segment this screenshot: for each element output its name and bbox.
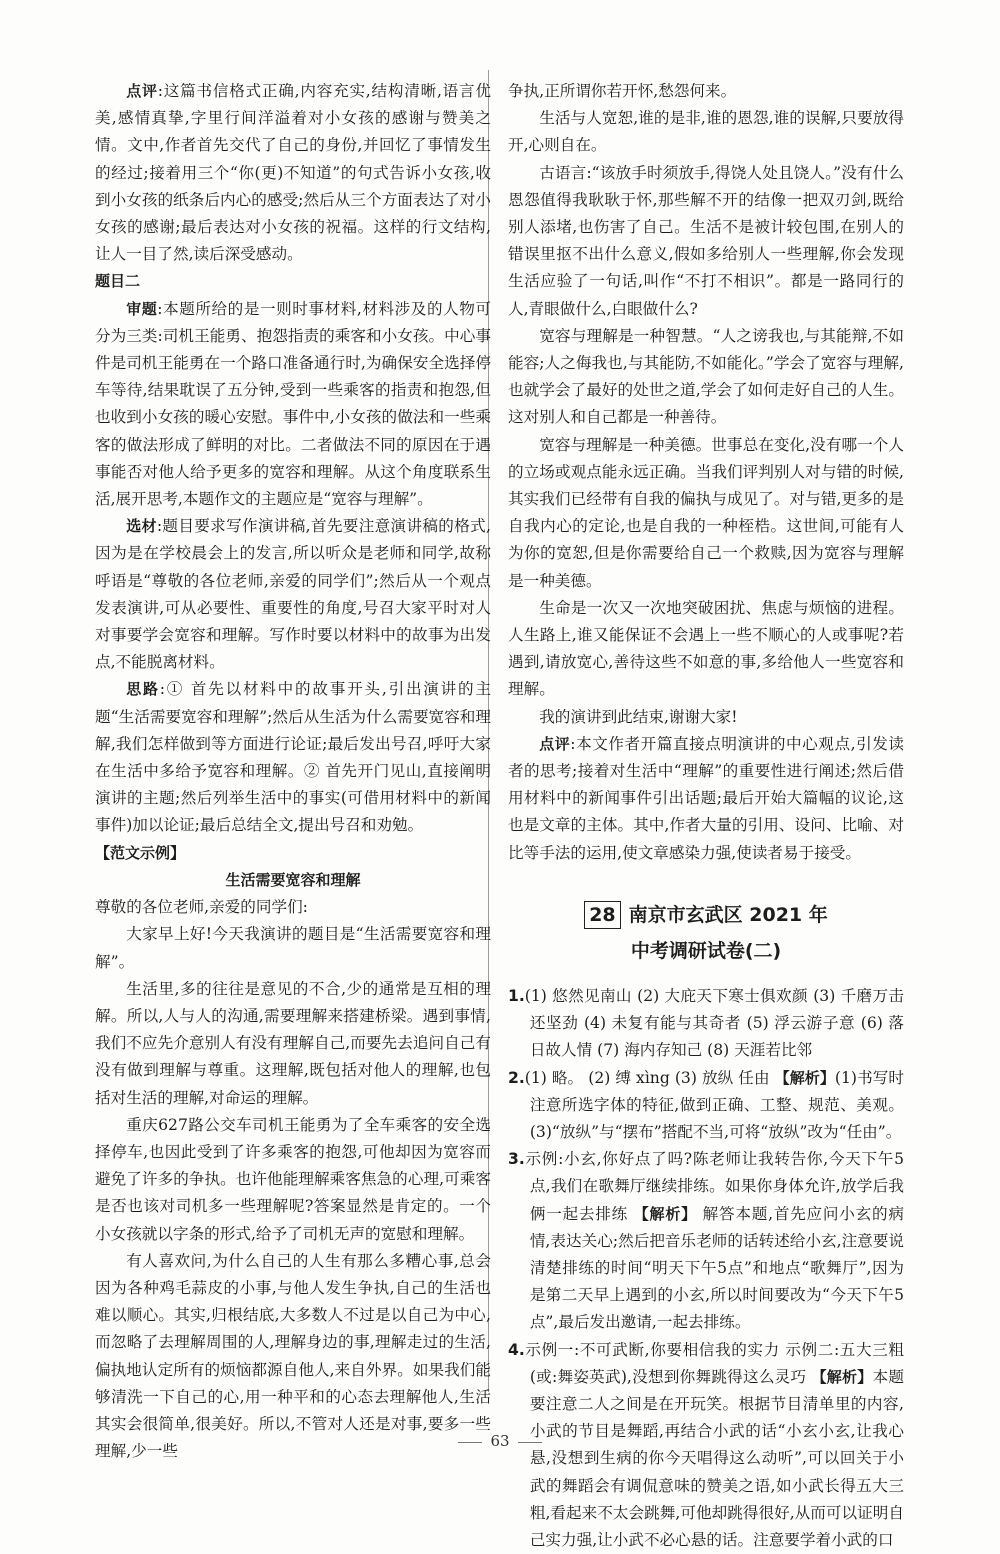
essay-title: 生活需要宽容和理解 [225, 870, 361, 889]
essay-paragraph: 大家早上好!今天我演讲的题目是“生活需要宽容和理解”。 [95, 925, 491, 971]
essay-comment: 点评:本文作者开篇直接点明演讲的中心观点,引发读者的思考;接着对生活中“理解”的重要性进行阐述;然后借用材料中的新闻事件引出话题;最后开始大篇幅的议论,这也是文章的主体。其中,作者大量的引用、设问、比喻、对比等手法的运用,使文章感染力强,使读者易于接受。 [508, 734, 904, 862]
xuancai-paragraph: 选材:题目要求写作演讲稿,首先要注意演讲稿的格式,因为是在学校晨会上的发言,所以听众是老师和同学,故称呼语是“尊敬的各位老师,亲爱的同学们”;然后从一个观点发表演讲,可从必要性、重要性的角度,号召大家平时对人对事要学会宽容和理解。写作时要以材料中的故事为出发点,不能脱离材料。 [95, 517, 491, 672]
essay-paragraph: 生命是一次又一次地突破困扰、焦虑与烦恼的进程。人生路上,谁又能保证不会遇上一些不顺心的人或事呢?若遇到,请放宽心,善待这些不如意的事,多给他人一些宽容和理解。 [508, 598, 904, 699]
essay-salutation: 尊敬的各位老师,亲爱的同学们: [95, 898, 308, 917]
answer-item: 4.示例一:不可武断,你要相信我的实力 示例二:五大三粗(或:舞姿英武),没想到你舞跳得这么灵巧 【解析】本题要注意二人之间是在开玩笑。根据节目清单里的内容,小武的节目是舞蹈,再结合小武的话“小玄小玄,让我心悬,没想到生病的你今天唱得这么动听”,可以回关于小武的舞蹈会有调侃意味的赞美之语,如小武长得五大三粗,看起来不太会跳舞,可他却跳得很好,从而可以证明自己实力强,让小武不必心悬的话。注意要学着小武的口 [508, 1340, 904, 1549]
comment-paragraph: 点评:这篇书信格式正确,内容充实,结构清晰,语言优美,感情真挚,字里行间洋溢着对小女孩的感谢与赞美之情。文中,作者首先交代了自己的身份,并回忆了事情发生的经过;接着用三个“你(更)不知道”的句式告诉小女孩,收到小女孩的纸条后内心的感受;然后从三个方面表达了对小女孩的感谢;最后表达对小女孩的祝福。这样的行文结构,让人一目了然,读后深受感动。 [95, 82, 491, 264]
sample-essay-label: 【范文示例】 [95, 843, 186, 862]
essay-paragraph: 宽容与理解是一种美德。世事总在变化,没有哪一个人的立场或观点能永远正确。当我们评判别人对与错的时候,其实我们已经带有自我的偏执与成见了。对与错,更多的是自我内心的定论,也是自我的一种桎梏。这世间,可能有人为你的宽恕,但是你需要给自己一个救赎,因为宽容与理解是一种美德。 [508, 435, 904, 590]
page-number: 63 [490, 1432, 510, 1450]
right-column [508, 78, 904, 1554]
essay-paragraph: 有人喜欢问,为什么自己的人生有那么多糟心事,总会因为各种鸡毛蒜皮的小事,与他人发生争执,自己的生活也难以顺心。其实,归根结底,大多数人不过是以自己为中心,而忽略了去理解周围的人,理解身边的事,理解走过的生活,偏执地认定所有的烦恼都源自他人,来自外界。如果我们能够清洗一下自己的心,用一种平和的心态去理解他人,生活其实会很简单,很美好。所以,不管对人还是对事,要多一些理解,少一些 [95, 1251, 491, 1461]
footer-dash-right [518, 1442, 542, 1443]
test-title-line1: 南京市玄武区 2021 年 [628, 903, 828, 926]
test-title-line2: 中考调研试卷(二) [630, 939, 782, 962]
test-number-badge: 28 [584, 901, 620, 929]
answer-item: 3.示例:小玄,你好点了吗?陈老师让我转告你,今天下午5点,我们在歌舞厅继续排练。如果你身体允许,放学后我俩一起去排练 【解析】 解答本题,首先应问小玄的病情,表达关心;然后把音乐老师的话转述给小玄,注意要说清楚排练的时间“明天下午5点”和地点“歌舞厅”,因为是第二天早上遇到的小玄,所以时间要改为“今天下午5点”,最后发出邀请,一起去排练。 [508, 1150, 904, 1332]
footer-dash-left [458, 1442, 482, 1443]
silu-paragraph: 思路:① 首先以材料中的故事开头,引出演讲的主题“生活需要宽容和理解”;然后从生活为什么需要宽容和理解,我们怎样做到等方面进行论证;最后发出号召,呼吁大家在生活中多给予宽容和理解。② 首先开门见山,直接阐明演讲的主题;然后列举生活中的事实(可借用材料中的新闻事件)加以论证;最后总结全文,提出号召和劝勉。 [95, 680, 491, 835]
test-header [508, 897, 904, 969]
page-footer [0, 1432, 1000, 1450]
essay-paragraph: 生活与人宽恕,谁的是非,谁的恩怨,谁的误解,只要放得开,心则自在。 [508, 109, 904, 155]
left-column [95, 78, 491, 1465]
shenti-paragraph: 审题:本题所给的是一则时事材料,材料涉及的人物可分为三类:司机王能勇、抱怨指责的乘客和小女孩。中心事件是司机王能勇在一个路口准备通行时,为确保安全选择停车等待,结果耽误了五分钟,受到一些乘客的指责和抱怨,但也收到小女孩的暖心安慰。事件中,小女孩的做法和一些乘客的做法形成了鲜明的对比。二者做法不同的原因在于遇事能否对他人给予更多的宽容和理解。从这个角度联系生活,展开思考,本题作文的主题应是“宽容与理解”。 [95, 299, 491, 509]
essay-closing: 我的演讲到此结束,谢谢大家! [539, 707, 738, 726]
answer-item: 1.(1) 悠然见南山 (2) 大庇天下寒士俱欢颜 (3) 千磨万击还坚劲 (4) 未复有能与其奇者 (5) 浮云游子意 (6) 落日故人情 (7) 海内存知己 (8) 天涯若比邻 [508, 986, 904, 1060]
essay-paragraph: 重庆627路公交车司机王能勇为了全车乘客的安全选择停车,也因此受到了许多乘客的抱怨,可他却因为宽容而避免了许多的争执。也许他能理解乘客焦急的心理,可乘客是否也该对司机多一些理解呢?答案显然是肯定的。一个小女孩就以字条的形式,给予了司机无声的宽慰和理解。 [95, 1115, 491, 1243]
essay-paragraph: 争执,正所谓你若开怀,愁怨何来。 [508, 82, 737, 100]
answer-item: 2.(1) 略。 (2) 缚 xìng (3) 放纵 任由 【解析】(1)书写时注意所选字体的特征,做到正确、工整、规范、美观。 (3)“放纵”与“摆布”搭配不当,可将“放纵”改为“任由”。 [508, 1068, 904, 1141]
essay-paragraph: 生活里,多的往往是意见的不合,少的通常是互相的理解。所以,人与人的沟通,需要理解来搭建桥梁。遇到事情,我们不应先介意别人有没有理解自己,而要先去追问自己有没有做到理解与尊重。这理解,既包括对他人的理解,也包括对生活的理解,对命运的理解。 [95, 979, 491, 1107]
essay-paragraph: 古语言:“该放手时须放手,得饶人处且饶人。”没有什么恩怨值得我耿耿于怀,那些解不开的结像一把双刃剑,既给别人添堵,也伤害了自己。生活不是被计较包围,在别人的错误里抠不出什么意义,假如多给别人一些理解,你会发现生活应验了一句话,叫作“不打不相识”。都是一路同行的人,青眼做什么,白眼做什么? [508, 163, 904, 318]
essay-paragraph: 宽容与理解是一种智慧。“人之谤我也,与其能辩,不如能容;人之侮我也,与其能防,不如能化。”学会了宽容与理解,也就学会了最好的处世之道,学会了如何走好自己的人生。这对别人和自己都是一种善待。 [508, 326, 904, 427]
heading-topic-two: 题目二 [95, 272, 141, 291]
